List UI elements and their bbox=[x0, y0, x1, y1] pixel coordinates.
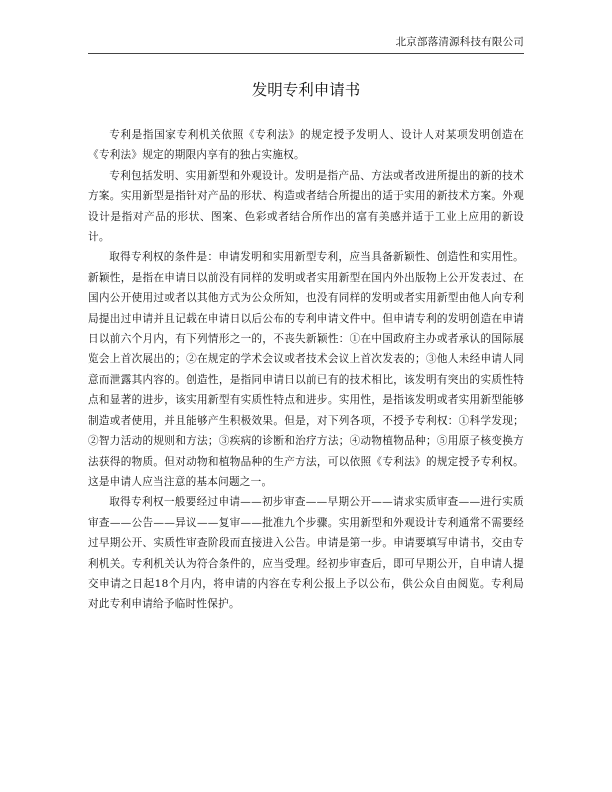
paragraph: 取得专利权的条件是：申请发明和实用新型专利，应当具备新颖性、创造性和实用性。新颖性，是指在申请日以前没有同样的发明或者实用新型在国内外出版物上公开发表过、在国内公开使用过或者以其他方式为公众所知，也没有同样的发明或者实用新型由他人向专利局提出过申请并且记载在申请日以后公布的专利申请文件中。但申请专利的发明创造在申请日以前六个月内，有下列情形之一的，不丧失新颖性：①在中国政府主办或者承认的国际展览会上首次展出的；②在规定的学术会议或者技术会议上首次发表的；③他人未经申请人同意而泄露其内容的。创造性，是指同申请日以前已有的技术相比，该发明有突出的实质性特点和显著的进步，该实用新型有实质性特点和进步。实用性，是指该发明或者实用新型能够制造或者使用，并且能够产生积极效果。但是，对下列各项，不授予专利权：①科学发现；②智力活动的规则和方法；③疾病的诊断和治疗方法；④动物植物品种；⑤用原子核变换方法获得的物质。但对动物和植物品种的生产方法，可以依照《专利法》的规定授予专利权。这是申请人应当注意的基本问题之一。 bbox=[88, 251, 524, 488]
document-title: 发明专利申请书 bbox=[251, 81, 361, 99]
paragraph: 专利是指国家专利机关依照《专利法》的规定授予发明人、设计人对某项发明创造在《专利法》规定的期限内享有的独占实施权。 bbox=[88, 129, 524, 162]
document-body bbox=[88, 125, 524, 615]
company-header: 北京部落清源科技有限公司 bbox=[395, 36, 524, 48]
paragraph: 专利包括发明、实用新型和外观设计。发明是指产品、方法或者改进所提出的新的技术方案。实用新型是指针对产品的形状、构造或者结合所提出的适于实用的新技术方案。外观设计是指对产品的形状、图案、色彩或者结合所作出的富有美感并适于工业上应用的新设计。 bbox=[88, 169, 524, 244]
header-divider bbox=[88, 53, 524, 54]
paragraph: 取得专利权一般要经过申请——初步审查——早期公开——请求实质审查——进行实质审查——公告——异议——复审——批准九个步骤。实用新型和外观设计专利通常不需要经过早期公开、实质性审查阶段而直接进入公告。申请是第一步。申请要填写申请书，交由专利机关。专利机关认为符合条件的，应当受理。经初步审查后，即可早期公开，自申请人提交申请之日起18个月内，将申请的内容在专利公报上予以公布，供公众自由阅览。专利局对此专利申请给予临时性保护。 bbox=[88, 496, 524, 611]
